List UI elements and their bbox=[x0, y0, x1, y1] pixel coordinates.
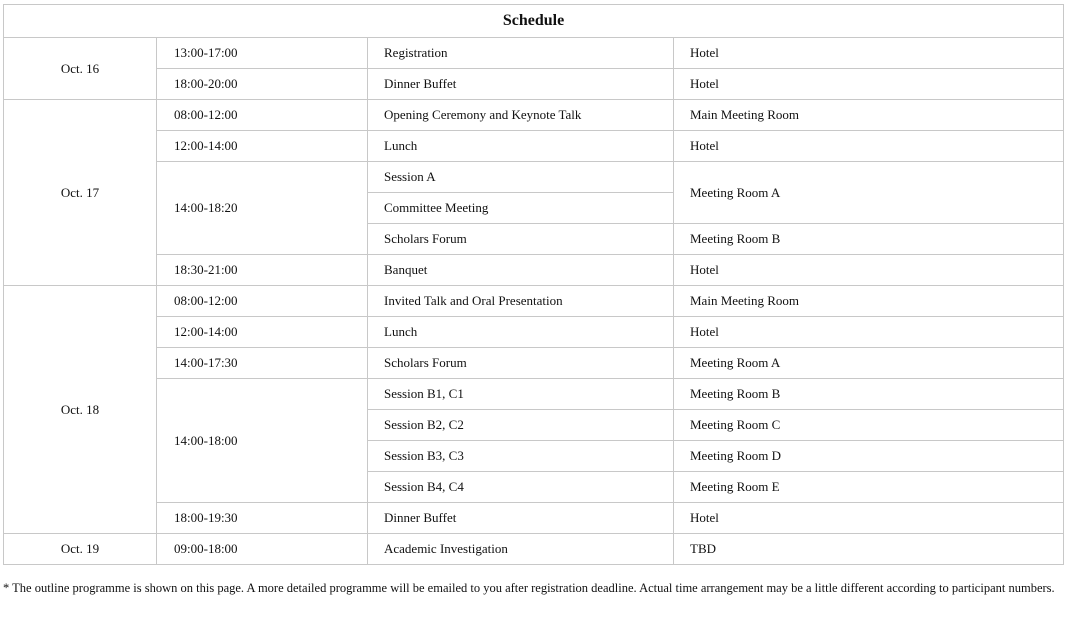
venue-cell: Hotel bbox=[674, 69, 1064, 100]
event-cell: Dinner Buffet bbox=[368, 503, 674, 534]
venue-cell: Meeting Room B bbox=[674, 379, 1064, 410]
event-cell: Invited Talk and Oral Presentation bbox=[368, 286, 674, 317]
time-cell: 12:00-14:00 bbox=[157, 131, 368, 162]
day-cell: Oct. 18 bbox=[4, 286, 157, 534]
time-cell: 14:00-18:00 bbox=[157, 379, 368, 503]
event-cell: Session B1, C1 bbox=[368, 379, 674, 410]
table-row bbox=[4, 255, 1064, 286]
event-cell: Lunch bbox=[368, 317, 674, 348]
event-cell: Session B4, C4 bbox=[368, 472, 674, 503]
table-row bbox=[4, 348, 1064, 379]
venue-cell: TBD bbox=[674, 534, 1064, 565]
venue-cell: Main Meeting Room bbox=[674, 100, 1064, 131]
event-cell: Session B2, C2 bbox=[368, 410, 674, 441]
event-cell: Scholars Forum bbox=[368, 348, 674, 379]
venue-cell: Hotel bbox=[674, 503, 1064, 534]
table-header-row bbox=[4, 5, 1064, 38]
venue-cell: Meeting Room D bbox=[674, 441, 1064, 472]
table-row bbox=[4, 286, 1064, 317]
time-cell: 08:00-12:00 bbox=[157, 100, 368, 131]
event-cell: Registration bbox=[368, 38, 674, 69]
event-cell: Session B3, C3 bbox=[368, 441, 674, 472]
table-row bbox=[4, 379, 1064, 410]
day-cell: Oct. 17 bbox=[4, 100, 157, 286]
venue-cell: Meeting Room B bbox=[674, 224, 1064, 255]
venue-cell: Meeting Room E bbox=[674, 472, 1064, 503]
venue-cell: Meeting Room C bbox=[674, 410, 1064, 441]
table-row bbox=[4, 317, 1064, 348]
venue-cell: Hotel bbox=[674, 131, 1064, 162]
time-cell: 12:00-14:00 bbox=[157, 317, 368, 348]
day-cell: Oct. 19 bbox=[4, 534, 157, 565]
table-title: Schedule bbox=[4, 5, 1064, 38]
venue-cell: Hotel bbox=[674, 317, 1064, 348]
table-row bbox=[4, 162, 1064, 193]
footnote: * The outline programme is shown on this page. A more detailed programme will be emailed to you after registration deadline. Actual time arrangement may be a little different according to participant numbers. bbox=[3, 581, 1055, 595]
time-cell: 18:00-20:00 bbox=[157, 69, 368, 100]
schedule-table bbox=[3, 4, 1064, 565]
event-cell: Opening Ceremony and Keynote Talk bbox=[368, 100, 674, 131]
time-cell: 09:00-18:00 bbox=[157, 534, 368, 565]
event-cell: Dinner Buffet bbox=[368, 69, 674, 100]
venue-cell: Hotel bbox=[674, 255, 1064, 286]
time-cell: 08:00-12:00 bbox=[157, 286, 368, 317]
venue-cell: Hotel bbox=[674, 38, 1064, 69]
time-cell: 18:30-21:00 bbox=[157, 255, 368, 286]
table-row bbox=[4, 534, 1064, 565]
event-cell: Lunch bbox=[368, 131, 674, 162]
time-cell: 13:00-17:00 bbox=[157, 38, 368, 69]
event-cell: Academic Investigation bbox=[368, 534, 674, 565]
event-cell: Banquet bbox=[368, 255, 674, 286]
event-cell: Committee Meeting bbox=[368, 193, 674, 224]
time-cell: 14:00-18:20 bbox=[157, 162, 368, 255]
table-row bbox=[4, 100, 1064, 131]
venue-cell: Meeting Room A bbox=[674, 162, 1064, 224]
table-row bbox=[4, 131, 1064, 162]
table-row bbox=[4, 69, 1064, 100]
day-cell: Oct. 16 bbox=[4, 38, 157, 100]
venue-cell: Meeting Room A bbox=[674, 348, 1064, 379]
time-cell: 18:00-19:30 bbox=[157, 503, 368, 534]
venue-cell: Main Meeting Room bbox=[674, 286, 1064, 317]
table-row bbox=[4, 38, 1064, 69]
event-cell: Scholars Forum bbox=[368, 224, 674, 255]
table-row bbox=[4, 503, 1064, 534]
event-cell: Session A bbox=[368, 162, 674, 193]
time-cell: 14:00-17:30 bbox=[157, 348, 368, 379]
